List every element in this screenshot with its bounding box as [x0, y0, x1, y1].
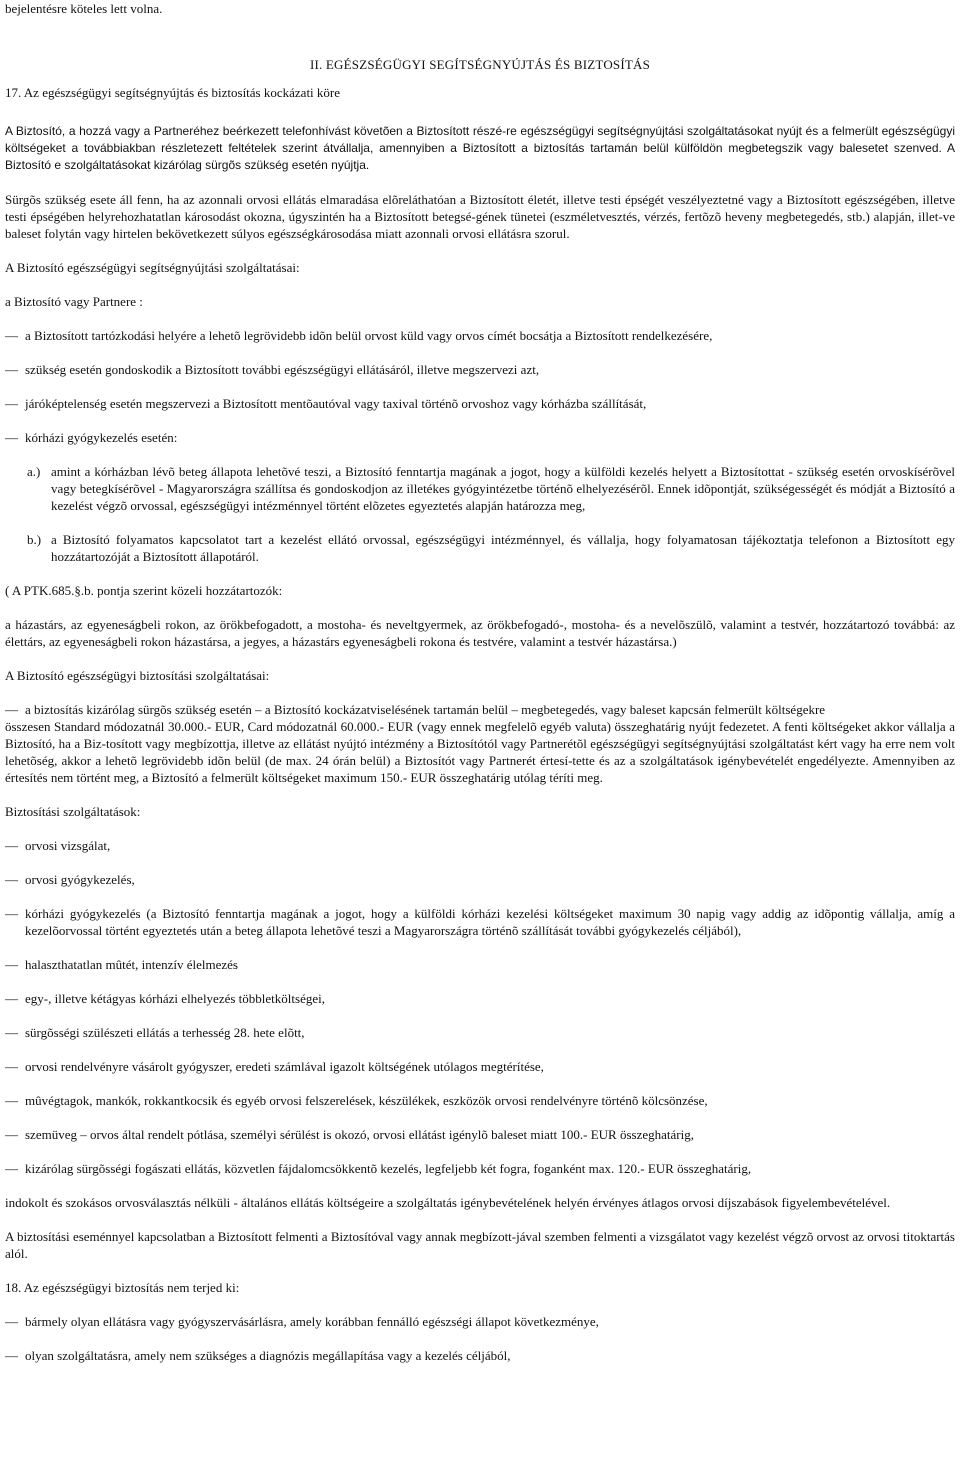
service-item — [5, 1058, 955, 1075]
exclusion-item-text: olyan szolgáltatásra, amely nem szükséges a diagnózis megállapítása vagy a kezelés céljából, — [25, 1348, 511, 1363]
service-item-text: halaszthatatlan mûtét, intenzív élelmezés — [25, 957, 238, 972]
sub-item-text: amint a kórházban lévõ beteg állapota lehetõvé teszi, a Biztosító fenntartja magának a jogot, hogy a külföldi kezelés helyett a Biztosítottat - szükség esetén orvoskísérõvel vagy betegkísérõvel - Magyarországra szállítsa és gondoskodjon az illetékes gyógyintézetbe történõ elhelyezésérõl. Ennek idõpontját, szükségességét és módját a Biztosító a kezelést végzõ orvossal, egészségügyi intézménnyel történt elõzetes egyeztetés alapján határozza meg, — [51, 464, 955, 513]
service-item-text: orvosi gyógykezelés, — [25, 872, 135, 887]
exclusion-item — [5, 1313, 955, 1330]
assistance-item-text: járóképtelenség esetén megszervezi a Biztosított mentõautóval vagy taxival történõ orvoshoz vagy kórházba szállítását, — [25, 396, 647, 411]
assistance-item — [5, 429, 955, 446]
dash-icon: — — [5, 1059, 18, 1074]
partner-line: a Biztosító vagy Partnere : — [5, 294, 143, 309]
service-item — [5, 905, 955, 939]
service-item-text: orvosi rendelvényre vásárolt gyógyszer, eredeti számlával igazolt költségének utólagos megtérítése, — [25, 1059, 544, 1074]
insurance-paragraph-rest: összesen Standard módozatnál 30.000.- EUR, Card módozatnál 60.000.- EUR (vagy ennek megfelelõ egyéb valuta) összeghatárig nyújt fedezetet. A fenti költségeket akkor vállalja a Biztosító, ha a Biz-tosított vagy megbízottja, illetve az ellátást nyújtó intézmény a Biztosítótól vagy Partnerétõl egészségügyi segítségnyújtási szolgáltatást kért vagy ha erre nem volt lehetõség, akkor a lehetõ legrövidebb idõn belül (de max. 24 órán belül) a Biztosítót vagy Partnerét értesí-tette és az a szolgáltatások igénybevételét engedélyezte. Amennyiben az értesítés nem történt meg, a Biztosító a felmerült költségeket maximum 150.- EUR összeghatárig utólag téríti meg. — [5, 719, 955, 785]
top-line: bejelentésre köteles lett volna. — [5, 1, 163, 16]
service-item — [5, 956, 955, 973]
section-17-title: 17. Az egészségügyi segítségnyújtás és biztosítás kockázati köre — [5, 85, 341, 100]
service-item-text: szemüveg – orvos által rendelt pótlása, személyi sérülést is okozó, orvosi ellátást igénylõ baleset miatt 100.- EUR összeghatárig, — [25, 1127, 694, 1142]
dash-icon: — — [5, 328, 18, 343]
sub-item-text: a Biztosító folyamatos kapcsolatot tart a kezelést ellátó orvossal, egészségügyi intézménnyel, és vállalja, hogy folyamatosan tájékoztatja telefonon a Biztosított egy hozzátartozóját a Biztosított állapotáról. — [51, 532, 955, 564]
sub-item-a — [5, 463, 955, 514]
service-item — [5, 871, 955, 888]
services-list — [5, 837, 955, 1177]
urgent-paragraph: Sürgõs szükség esete áll fenn, ha az azonnali orvosi ellátás elmaradása elõreláthatóan a Biztosított életét, illetve testi épségét veszélyeztetné vagy a Biztosított egészségében, illetve testi épségében helyrehozhatatlan károsodást okozna, úgyszintén ha a Biztosított betegsé-gének tünetei (eszméletvesztés, vérzés, fertõzõ heveny megbetegedés, stb.) alapján, illet-ve baleset folytán vagy hirtelen bekövetkezett súlyos egészségkárosodása miatt azonnali orvosi ellátásra szorul. — [5, 192, 955, 241]
sub-item-marker: b.) — [27, 532, 42, 547]
dash-icon: — — [5, 396, 18, 411]
dash-icon: — — [5, 1093, 18, 1108]
sub-item-marker: a.) — [27, 464, 41, 479]
relatives-paragraph: a házastárs, az egyeneságbeli rokon, az örökbefogadott, a mostoha- és neveltgyermek, az örökbefogadó-, mostoha- és a nevelõszülõ, valamint a testvér, hozzátartozó továbbá: az élettárs, az egyeneságbeli rokon házastársa, a jegyes, a házastárs egyeneságbeli rokona és testvére, valamint a testvér házastársa.) — [5, 617, 955, 649]
services-title: Biztosítási szolgáltatások: — [5, 804, 141, 819]
service-item-text: egy-, illetve kétágyas kórházi elhelyezés többletköltségei, — [25, 991, 325, 1006]
dash-icon: — — [5, 1161, 18, 1176]
section-18-title: 18. Az egészségügyi biztosítás nem terjed ki: — [5, 1280, 240, 1295]
service-item — [5, 1024, 955, 1041]
dash-icon: — — [5, 1025, 18, 1040]
exclusion-item-text: bármely olyan ellátásra vagy gyógyszervásárlásra, amely korábban fennálló egészségi állapot következménye, — [25, 1314, 599, 1329]
assistance-item-text: kórházi gyógykezelés esetén: — [25, 430, 178, 445]
dash-icon: — — [5, 906, 18, 921]
ptk-line: ( A PTK.685.§.b. pontja szerint közeli hozzátartozók: — [5, 583, 283, 598]
dash-icon: — — [5, 1127, 18, 1142]
service-item-text: sürgõsségi szülészeti ellátás a terhesség 28. hete elõtt, — [25, 1025, 305, 1040]
assistance-item-text: szükség esetén gondoskodik a Biztosított további egészségügyi ellátásáról, illetve megszervezi azt, — [25, 362, 540, 377]
dash-icon: — — [5, 1348, 18, 1363]
intro-paragraph: A Biztosító, a hozzá vagy a Partneréhez beérkezett telefonhívást követõen a Biztosított részé-re egészségügyi segítségnyújtási szolgáltatásokat nyújt és a felmerült egészségügyi költségeket a továbbiakban részletezett feltételek szerint átvállalja, amennyiben a Biztosított a biztosítás tartamán belül külföldön megbetegszik vagy balesetet szenved. A Biztosító e szolgáltatásokat kizárólag sürgõs szükség esetén nyújtja. — [5, 124, 955, 172]
insurance-title: A Biztosító egészségügyi biztosítási szolgáltatásai: — [5, 668, 270, 683]
dash-icon: — — [5, 957, 18, 972]
service-item — [5, 1126, 955, 1143]
service-item-text: orvosi vizsgálat, — [25, 838, 111, 853]
assistance-title: A Biztosító egészségügyi segítségnyújtási szolgáltatásai: — [5, 260, 300, 275]
assistance-item — [5, 361, 955, 378]
assistance-item-text: a Biztosított tartózkodási helyére a lehetõ legrövidebb idõn belül orvost küld vagy orvos címét bocsátja a Biztosított rendelkezésére, — [25, 328, 713, 343]
service-item — [5, 1160, 955, 1177]
service-item-text: mûvégtagok, mankók, rokkantkocsik és egyéb orvosi felszerelések, készülékek, eszközök orvosi rendelvényre történõ kölcsönzése, — [25, 1093, 708, 1108]
dash-icon: — — [5, 838, 18, 853]
dash-icon: — — [5, 872, 18, 887]
dash-icon: — — [5, 702, 18, 717]
dash-icon: — — [5, 430, 18, 445]
dash-icon: — — [5, 362, 18, 377]
service-item — [5, 990, 955, 1007]
sub-item-b — [5, 531, 955, 565]
confidentiality-paragraph: A biztosítási eseménnyel kapcsolatban a Biztosított felmenti a Biztosítóval vagy annak megbízott-jával szemben felmenti a vizsgálatot vagy kezelést végzõ orvost az orvosi titoktartás alól. — [5, 1229, 955, 1261]
exclusion-item — [5, 1347, 955, 1364]
service-item-text: kizárólag sürgõsségi fogászati ellátás, közvetlen fájdalomcsökkentõ kezelés, legfeljebb két fogra, foganként max. 120.- EUR összeghatárig, — [25, 1161, 752, 1176]
service-item — [5, 1092, 955, 1109]
insurance-paragraph-first: a biztosítás kizárólag sürgõs szükség esetén – a Biztosító kockázatviselésének tartamán belül – megbetegedés, vagy baleset kapcsán felmerült költségekre — [25, 702, 826, 717]
section-heading: II. EGÉSZSÉGÜGYI SEGÍTSÉGNYÚJTÁS ÉS BIZTOSÍTÁS — [309, 57, 651, 72]
dash-icon: — — [5, 1314, 18, 1329]
assistance-item — [5, 395, 955, 412]
dash-icon: — — [5, 991, 18, 1006]
insurance-coverage-item — [5, 701, 955, 718]
assistance-item — [5, 327, 955, 344]
service-item — [5, 837, 955, 854]
document-page — [5, 0, 955, 1364]
service-item-text: kórházi gyógykezelés (a Biztosító fenntartja magának a jogot, hogy a külföldi kórházi kezelési költségeket maximum 30 napig vagy addig az idõpontig vállalja, amíg a kezelõorvossal történt egyeztetés után a beteg állapota lehetõvé teszi a Magyarországra történõ szállítását további gyógykezelés céljából), — [25, 906, 955, 938]
reasonable-costs-paragraph: indokolt és szokásos orvosválasztás nélküli - általános ellátás költségeire a szolgáltatás igénybevételének helyén érvényes átlagos orvosi díjszabások figyelembevételével. — [5, 1195, 891, 1210]
